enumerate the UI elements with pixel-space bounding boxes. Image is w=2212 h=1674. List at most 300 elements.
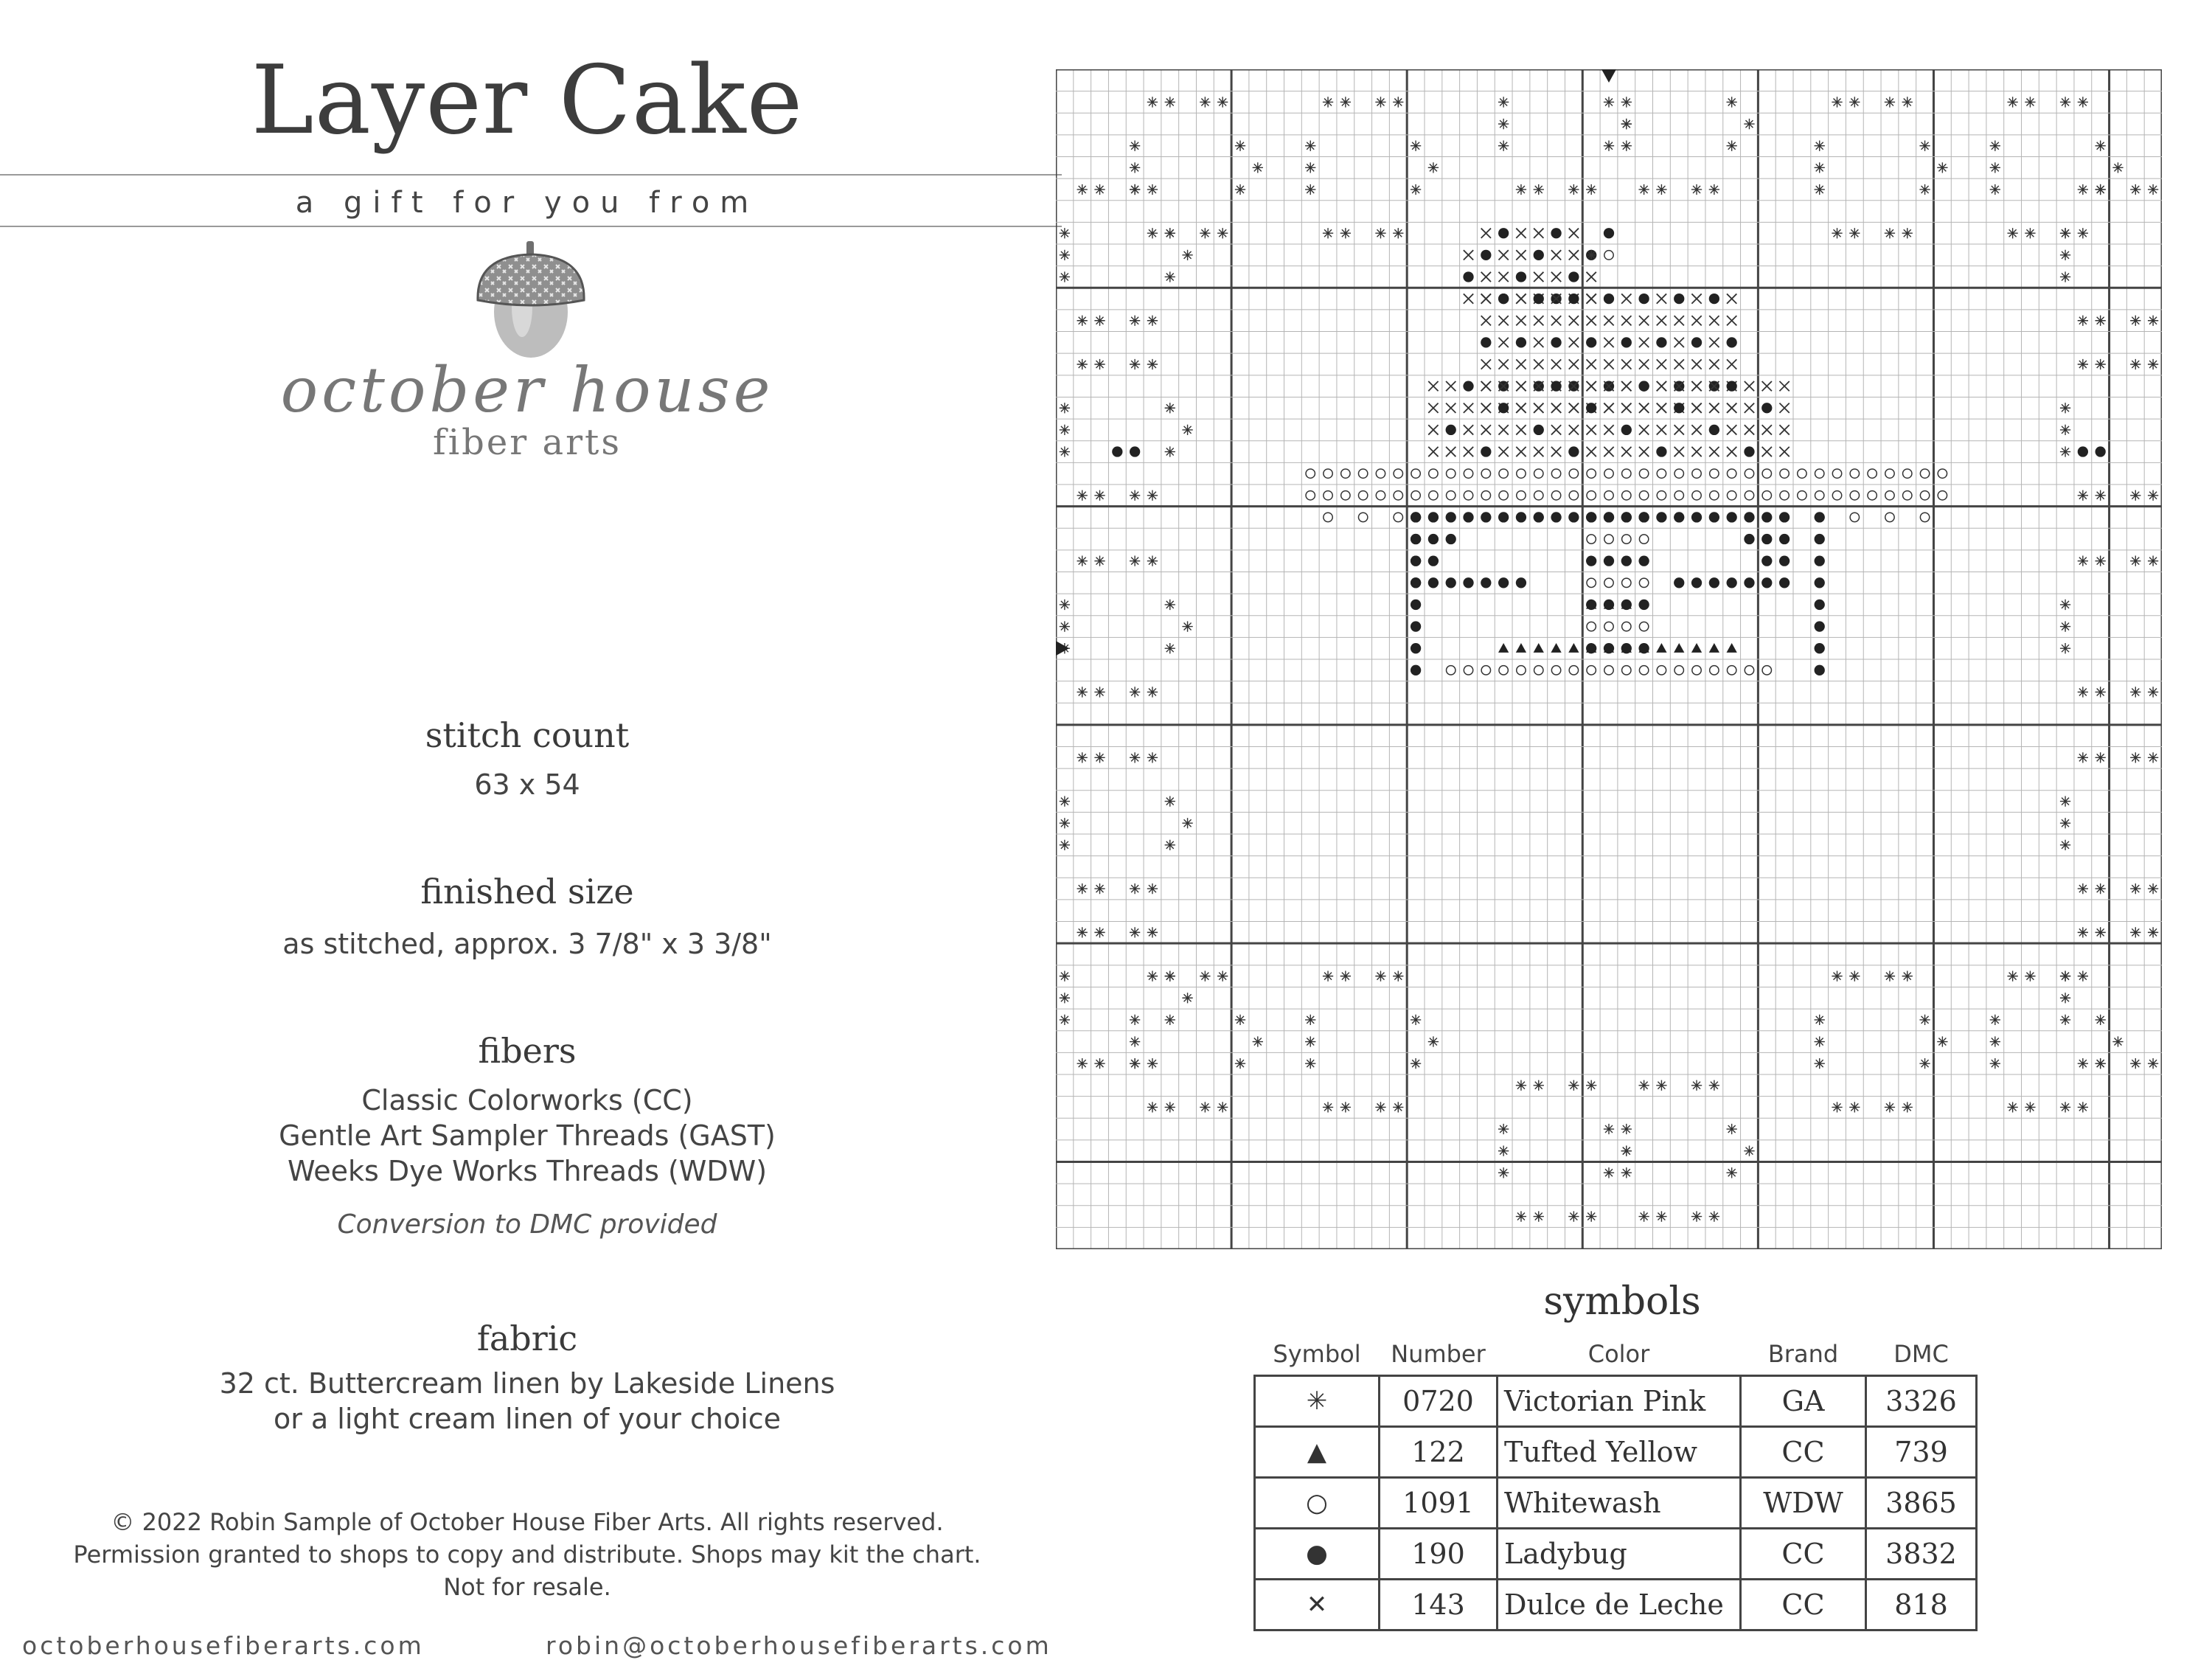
color-cell: Victorian Pink — [1498, 1376, 1741, 1427]
stitch-ladybug — [1761, 512, 1772, 522]
stitch-ladybug — [1586, 403, 1596, 413]
stitch-ladybug — [1779, 534, 1790, 544]
website-link[interactable]: octoberhousefiberarts.com — [22, 1631, 425, 1660]
stitch-victorian-pink — [2078, 184, 2088, 195]
stitch-tufted-yellow — [1516, 643, 1526, 653]
stitch-dulce-de-leche — [1674, 447, 1684, 456]
stitch-whitewash — [1447, 491, 1455, 500]
stitch-victorian-pink — [1832, 97, 1842, 107]
asterisk-icon: ✳ — [1255, 1376, 1380, 1427]
acorn-logo-icon — [472, 240, 590, 365]
stitch-victorian-pink — [1815, 1036, 1825, 1046]
dmc-cell: 3832 — [1866, 1529, 1977, 1580]
stitch-ladybug — [1656, 337, 1666, 347]
stitch-dulce-de-leche — [1674, 359, 1684, 369]
stitch-tufted-yellow — [1674, 643, 1684, 653]
stitch-dulce-de-leche — [1551, 447, 1561, 456]
stitch-ladybug — [1604, 643, 1614, 653]
stitch-victorian-pink — [1182, 250, 1192, 260]
stitch-dulce-de-leche — [1639, 403, 1649, 413]
stitch-whitewash — [1499, 469, 1508, 478]
stitch-whitewash — [1622, 491, 1631, 500]
stitch-victorian-pink — [2148, 687, 2158, 697]
stitch-victorian-pink — [2096, 752, 2106, 763]
stitch-victorian-pink — [1182, 818, 1192, 828]
stitch-victorian-pink — [2025, 228, 2035, 238]
stitch-dulce-de-leche — [1464, 425, 1473, 434]
stitch-victorian-pink — [1919, 1015, 1930, 1025]
stitch-victorian-pink — [1586, 1080, 1596, 1091]
stitch-victorian-pink — [2130, 752, 2140, 763]
stitch-ladybug — [1744, 577, 1754, 588]
table-row — [1255, 1478, 1977, 1529]
stitch-whitewash — [1569, 491, 1578, 500]
stitch-ladybug — [1446, 512, 1456, 522]
brand-name: october house — [280, 354, 774, 426]
stitch-dulce-de-leche — [1498, 272, 1508, 282]
stitch-ladybug — [1604, 294, 1614, 304]
stitch-ladybug — [1604, 512, 1614, 522]
stitch-victorian-pink — [1849, 97, 1860, 107]
stitch-victorian-pink — [2130, 556, 2140, 566]
stitch-whitewash — [1657, 666, 1666, 675]
stitch-victorian-pink — [2148, 316, 2158, 326]
stitch-dulce-de-leche — [1621, 447, 1631, 456]
stitch-dulce-de-leche — [1604, 403, 1613, 413]
stitch-victorian-pink — [1060, 403, 1070, 413]
stitch-dulce-de-leche — [1604, 338, 1613, 347]
stitch-dulce-de-leche — [1745, 425, 1754, 434]
stitch-victorian-pink — [1235, 141, 1245, 151]
stitch-dulce-de-leche — [1709, 338, 1719, 347]
stitch-ladybug — [1498, 294, 1509, 304]
stitch-victorian-pink — [2096, 883, 2106, 894]
stitch-victorian-pink — [1147, 927, 1158, 937]
stitch-ladybug — [1586, 337, 1596, 347]
stitch-ladybug — [1112, 446, 1122, 456]
stitch-victorian-pink — [1919, 1058, 1930, 1069]
stitch-ladybug — [1674, 294, 1684, 304]
stitch-victorian-pink — [1902, 228, 1913, 238]
stitch-victorian-pink — [1130, 316, 1140, 326]
stitch-victorian-pink — [1235, 184, 1245, 195]
stitch-dulce-de-leche — [1762, 381, 1772, 391]
stitch-tufted-yellow — [1691, 643, 1702, 653]
stitch-whitewash — [1832, 469, 1841, 478]
stitch-victorian-pink — [2096, 490, 2106, 501]
stitch-ladybug — [1516, 577, 1526, 588]
stitch-victorian-pink — [1498, 1167, 1509, 1178]
stitch-ladybug — [1779, 577, 1790, 588]
gift-line: a gift for you from — [295, 186, 759, 220]
stitch-victorian-pink — [2148, 556, 2158, 566]
stitch-whitewash — [1798, 469, 1806, 478]
stitch-victorian-pink — [1130, 687, 1140, 697]
stitch-dulce-de-leche — [1464, 294, 1473, 303]
stitch-dulce-de-leche — [1446, 447, 1455, 456]
stitch-whitewash — [1411, 469, 1420, 478]
stitch-ladybug — [1638, 381, 1649, 391]
stitch-whitewash — [1762, 666, 1771, 675]
cross-icon: ✕ — [1255, 1580, 1380, 1630]
stitch-victorian-pink — [1200, 228, 1210, 238]
stitch-victorian-pink — [2096, 184, 2106, 195]
symbol-key-table — [1253, 1333, 1978, 1631]
stitch-ladybug — [1516, 512, 1526, 522]
stitch-victorian-pink — [1727, 1167, 1737, 1178]
stitch-dulce-de-leche — [1534, 316, 1543, 325]
stitch-whitewash — [1639, 491, 1648, 500]
stitch-dulce-de-leche — [1481, 229, 1491, 238]
stitch-ladybug — [1779, 512, 1790, 522]
stitch-whitewash — [1604, 666, 1613, 675]
stitch-whitewash — [1464, 491, 1472, 500]
stitch-victorian-pink — [2130, 359, 2140, 369]
stitch-victorian-pink — [1130, 490, 1140, 501]
stitch-ladybug — [1709, 294, 1719, 304]
stitch-victorian-pink — [1621, 1167, 1632, 1178]
title-rule-top — [0, 174, 1062, 176]
stitch-whitewash — [1903, 469, 1912, 478]
stitch-victorian-pink — [1130, 1058, 1140, 1069]
stitch-dulce-de-leche — [1569, 229, 1579, 238]
stitch-victorian-pink — [1060, 796, 1070, 806]
stitch-ladybug — [1638, 294, 1649, 304]
stitch-dulce-de-leche — [1569, 250, 1579, 260]
stitch-dulce-de-leche — [1587, 316, 1596, 325]
stitch-victorian-pink — [1060, 425, 1070, 435]
stitch-whitewash — [1780, 491, 1789, 500]
stitch-ladybug — [1815, 512, 1825, 522]
stitch-ladybug — [1498, 403, 1509, 413]
stitch-ladybug — [1621, 337, 1632, 347]
stitch-victorian-pink — [1094, 927, 1105, 937]
stitch-victorian-pink — [1990, 141, 2000, 151]
stitch-ladybug — [1481, 250, 1491, 260]
stitch-whitewash — [1341, 469, 1350, 478]
stitch-victorian-pink — [1060, 621, 1070, 631]
stitch-victorian-pink — [1990, 1015, 2000, 1025]
stitch-victorian-pink — [2007, 1102, 2017, 1112]
stitch-ladybug — [1779, 556, 1790, 566]
stitch-dulce-de-leche — [1587, 359, 1596, 369]
stitch-victorian-pink — [1621, 119, 1632, 129]
stitch-victorian-pink — [1885, 1102, 1895, 1112]
stitch-dulce-de-leche — [1498, 316, 1508, 325]
stitch-victorian-pink — [1885, 228, 1895, 238]
stitch-ladybug — [1638, 643, 1649, 653]
stitch-victorian-pink — [1200, 97, 1210, 107]
stitch-victorian-pink — [1902, 1102, 1913, 1112]
stitch-victorian-pink — [1604, 141, 1614, 151]
stitch-whitewash — [1798, 491, 1806, 500]
stitch-dulce-de-leche — [1481, 316, 1491, 325]
stitch-victorian-pink — [1253, 162, 1263, 173]
color-cell: Tufted Yellow — [1498, 1427, 1741, 1478]
stitch-whitewash — [1692, 469, 1701, 478]
stitch-ladybug — [1428, 556, 1439, 566]
stitch-dulce-de-leche — [1709, 359, 1719, 369]
stitch-victorian-pink — [1165, 228, 1175, 238]
center-arrows — [1056, 69, 1616, 656]
stitch-victorian-pink — [1305, 162, 1315, 173]
stitch-dulce-de-leche — [1516, 229, 1526, 238]
stitch-victorian-pink — [1217, 970, 1228, 981]
stitch-dulce-de-leche — [1498, 447, 1508, 456]
stitch-dulce-de-leche — [1779, 403, 1789, 413]
stitch-dulce-de-leche — [1481, 294, 1491, 303]
stitch-ladybug — [1815, 621, 1825, 631]
stitch-victorian-pink — [2112, 162, 2123, 173]
stitch-dulce-de-leche — [1481, 272, 1491, 282]
fibers-heading: fibers — [478, 1031, 577, 1071]
stitch-victorian-pink — [1340, 228, 1351, 238]
finished-size-value: as stitched, approx. 3 7/8" x 3 3/8" — [282, 928, 772, 960]
stitch-ladybug — [1534, 425, 1544, 435]
stitch-ladybug — [1604, 228, 1614, 238]
stitch-whitewash — [1780, 469, 1789, 478]
stitch-victorian-pink — [2112, 1036, 2123, 1046]
stitch-dulce-de-leche — [1464, 447, 1473, 456]
stitch-whitewash — [1358, 513, 1367, 521]
stitch-victorian-pink — [1937, 1036, 1947, 1046]
stitch-dulce-de-leche — [1762, 425, 1772, 434]
symbol-key-header — [1255, 1333, 1977, 1376]
stitch-ladybug — [1586, 556, 1596, 566]
stitch-ladybug — [1815, 643, 1825, 653]
stitch-whitewash — [1622, 535, 1631, 543]
stitch-victorian-pink — [1902, 97, 1913, 107]
stitch-dulce-de-leche — [1639, 359, 1649, 369]
stitch-victorian-pink — [1411, 141, 1421, 151]
stitch-whitewash — [1534, 491, 1543, 500]
stitch-victorian-pink — [2060, 250, 2070, 260]
stitch-victorian-pink — [1060, 228, 1070, 238]
stitch-tufted-yellow — [1551, 643, 1561, 653]
stitch-whitewash — [1710, 469, 1719, 478]
stitch-victorian-pink — [1937, 162, 1947, 173]
stitch-victorian-pink — [1305, 141, 1315, 151]
stitch-ladybug — [1568, 446, 1579, 456]
stitch-victorian-pink — [1534, 1211, 1544, 1221]
stitch-victorian-pink — [2130, 883, 2140, 894]
stitch-whitewash — [1727, 469, 1736, 478]
stitch-victorian-pink — [2130, 1058, 2140, 1069]
stitch-victorian-pink — [1516, 1211, 1526, 1221]
stitch-dulce-de-leche — [1587, 381, 1596, 391]
stitch-victorian-pink — [2078, 927, 2088, 937]
stitch-whitewash — [1727, 666, 1736, 675]
stitch-whitewash — [1745, 666, 1753, 675]
stitch-dulce-de-leche — [1464, 250, 1473, 260]
stitch-victorian-pink — [1516, 184, 1526, 195]
stitch-victorian-pink — [2060, 818, 2070, 828]
stitch-victorian-pink — [2130, 316, 2140, 326]
stitch-victorian-pink — [1077, 359, 1088, 369]
stitch-whitewash — [1324, 469, 1332, 478]
filled-dot-icon: ● — [1255, 1529, 1380, 1580]
stitch-victorian-pink — [1709, 184, 1719, 195]
stitch-victorian-pink — [1165, 403, 1175, 413]
stitch-victorian-pink — [1498, 119, 1509, 129]
stitch-victorian-pink — [1638, 1211, 1649, 1221]
stitch-dulce-de-leche — [1691, 447, 1701, 456]
stitch-ladybug — [1674, 403, 1684, 413]
stitch-victorian-pink — [1094, 316, 1105, 326]
stitch-dulce-de-leche — [1516, 381, 1526, 391]
stitch-ladybug — [1551, 337, 1561, 347]
stitch-victorian-pink — [1902, 970, 1913, 981]
stitch-ladybug — [2096, 446, 2106, 456]
stitch-whitewash — [1394, 491, 1402, 500]
stitch-victorian-pink — [1727, 1124, 1737, 1134]
stitch-dulce-de-leche — [1534, 403, 1543, 413]
stitch-victorian-pink — [1094, 752, 1105, 763]
stitch-dulce-de-leche — [1604, 316, 1613, 325]
stitch-victorian-pink — [1147, 184, 1158, 195]
dmc-cell: 3865 — [1866, 1478, 1977, 1529]
stitch-tufted-yellow — [1498, 643, 1509, 653]
stitch-dulce-de-leche — [1446, 381, 1455, 391]
stitch-dulce-de-leche — [1551, 403, 1561, 413]
fiber-item: Classic Colorworks (CC) — [361, 1084, 693, 1116]
stitch-ladybug — [1691, 577, 1702, 588]
stitch-victorian-pink — [2060, 621, 2070, 631]
stitch-victorian-pink — [2060, 228, 2070, 238]
stitch-victorian-pink — [2060, 796, 2070, 806]
stitch-victorian-pink — [1165, 446, 1175, 456]
stitch-victorian-pink — [1130, 556, 1140, 566]
stitch-ladybug — [1411, 577, 1421, 588]
stitch-whitewash — [1517, 491, 1526, 500]
email-link[interactable]: robin@octoberhousefiberarts.com — [546, 1631, 1052, 1660]
stitch-tufted-yellow — [1568, 643, 1579, 653]
stitch-victorian-pink — [1130, 162, 1140, 173]
stitch-whitewash — [1832, 491, 1841, 500]
stitch-victorian-pink — [1077, 883, 1088, 894]
stitch-whitewash — [1481, 666, 1490, 675]
stitch-victorian-pink — [1604, 97, 1614, 107]
col-color: Color — [1587, 1340, 1650, 1368]
stitch-dulce-de-leche — [1428, 425, 1438, 434]
stitch-whitewash — [1358, 491, 1367, 500]
stitch-dulce-de-leche — [1481, 403, 1491, 413]
stitch-dulce-de-leche — [1516, 359, 1526, 369]
stitch-whitewash — [1551, 666, 1560, 675]
col-symbol: Symbol — [1273, 1340, 1361, 1368]
stitch-dulce-de-leche — [1551, 425, 1561, 434]
stitch-victorian-pink — [1165, 643, 1175, 653]
stitch-victorian-pink — [1375, 228, 1385, 238]
stitch-victorian-pink — [1077, 927, 1088, 937]
stitch-victorian-pink — [1849, 1102, 1860, 1112]
stitch-victorian-pink — [1094, 556, 1105, 566]
stitch-victorian-pink — [1130, 141, 1140, 151]
color-cell: Ladybug — [1498, 1529, 1741, 1580]
stitch-ladybug — [1498, 228, 1509, 238]
stitch-whitewash — [1376, 491, 1385, 500]
number-cell: 122 — [1380, 1427, 1498, 1478]
stitch-victorian-pink — [1305, 1036, 1315, 1046]
stitch-dulce-de-leche — [1691, 403, 1701, 413]
stitch-whitewash — [1850, 469, 1859, 478]
triangle-icon: ▲ — [1255, 1427, 1380, 1478]
stitch-victorian-pink — [1815, 1058, 1825, 1069]
stitch-dulce-de-leche — [1657, 381, 1666, 391]
stitch-victorian-pink — [1147, 97, 1158, 107]
stitch-dulce-de-leche — [1428, 381, 1438, 391]
stitch-victorian-pink — [2078, 228, 2088, 238]
stitch-dulce-de-leche — [1639, 338, 1649, 347]
stitch-whitewash — [1745, 491, 1753, 500]
stitch-whitewash — [1868, 469, 1877, 478]
stitch-victorian-pink — [1130, 184, 1140, 195]
stitch-dulce-de-leche — [1779, 381, 1789, 391]
stitch-victorian-pink — [1621, 141, 1632, 151]
stitch-victorian-pink — [1147, 970, 1158, 981]
stitch-ladybug — [1568, 294, 1579, 304]
stitch-whitewash — [1481, 491, 1490, 500]
stitch-ladybug — [1727, 577, 1737, 588]
stitch-victorian-pink — [1165, 271, 1175, 282]
stitch-victorian-pink — [1060, 993, 1070, 1003]
stitch-victorian-pink — [1885, 970, 1895, 981]
stitch-victorian-pink — [1744, 1146, 1754, 1156]
stitch-victorian-pink — [1990, 1058, 2000, 1069]
stitch-victorian-pink — [1393, 970, 1403, 981]
stitch-victorian-pink — [1604, 1167, 1614, 1178]
stitch-victorian-pink — [2096, 359, 2106, 369]
stitch-ladybug — [1744, 446, 1754, 456]
stitch-victorian-pink — [2078, 970, 2088, 981]
stitch-dulce-de-leche — [1727, 359, 1736, 369]
stitch-ladybug — [1498, 512, 1509, 522]
stitch-dulce-de-leche — [1428, 447, 1438, 456]
stitch-victorian-pink — [2148, 359, 2158, 369]
circle-outline-icon: ○ — [1255, 1478, 1380, 1529]
stitch-victorian-pink — [1498, 1124, 1509, 1134]
stitch-whitewash — [1569, 666, 1578, 675]
stitch-whitewash — [1885, 513, 1894, 521]
stitch-victorian-pink — [2078, 556, 2088, 566]
stitch-victorian-pink — [2078, 316, 2088, 326]
stitch-victorian-pink — [1060, 600, 1070, 610]
stitch-victorian-pink — [2148, 184, 2158, 195]
stitch-victorian-pink — [1832, 1102, 1842, 1112]
stitch-victorian-pink — [1060, 970, 1070, 981]
stitch-whitewash — [1499, 666, 1508, 675]
copyright-notice — [0, 1506, 1054, 1603]
stitch-victorian-pink — [1638, 184, 1649, 195]
stitch-whitewash — [1551, 491, 1560, 500]
stitch-whitewash — [1358, 469, 1367, 478]
stitch-whitewash — [1587, 666, 1596, 675]
stitch-whitewash — [1604, 251, 1613, 260]
stitch-victorian-pink — [1691, 1080, 1702, 1091]
stitch-victorian-pink — [1147, 228, 1158, 238]
brand-cell: CC — [1741, 1529, 1866, 1580]
stitch-dulce-de-leche — [1516, 425, 1526, 434]
stitch-victorian-pink — [2078, 883, 2088, 894]
stitch-whitewash — [1604, 491, 1613, 500]
stitch-ladybug — [1534, 250, 1544, 260]
stitch-victorian-pink — [1094, 1058, 1105, 1069]
stitch-ladybug — [1815, 577, 1825, 588]
stitch-victorian-pink — [1077, 184, 1088, 195]
stitch-dulce-de-leche — [1569, 338, 1579, 347]
stitch-victorian-pink — [1165, 1102, 1175, 1112]
stitch-whitewash — [1762, 491, 1771, 500]
